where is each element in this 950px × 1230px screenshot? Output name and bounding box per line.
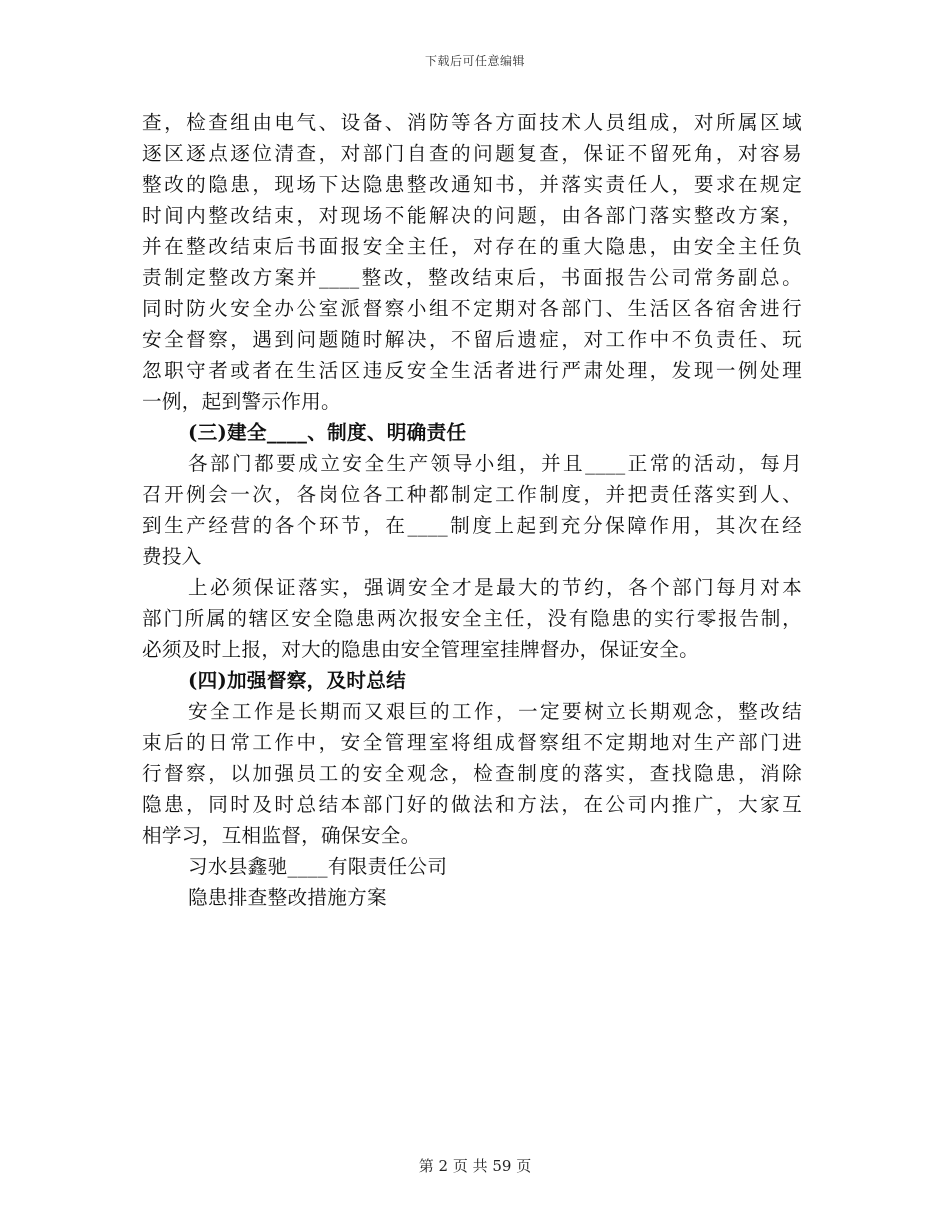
text-line: 责制定整改方案并____整改，整改结束后，书面报告公司常务副总。: [142, 266, 802, 289]
page-number: 第 2 页 共 59 页: [418, 1157, 532, 1175]
text-line: 安全工作是长期而又艰巨的工作，一定要树立长期观念，整改结: [188, 700, 802, 723]
section-heading-4: (四)加强督察，及时总结: [188, 669, 407, 692]
text-line: 费投入: [142, 545, 202, 568]
text-line: 相学习，互相监督，确保安全。: [142, 824, 421, 847]
text-line: 同时防火安全办公室派督察小组不定期对各部门、生活区各宿舍进行: [142, 297, 802, 320]
text-line: 整改的隐患，现场下达隐患整改通知书，并落实责任人，要求在规定: [142, 173, 802, 196]
text-line: 行督察，以加强员工的安全观念，检查制度的落实，查找隐患，消除: [142, 762, 802, 785]
document-title: 隐患排查整改措施方案: [188, 886, 387, 909]
text-line: 安全督察，遇到问题随时解决，不留后遗症，对工作中不负责任、玩: [142, 328, 802, 351]
document-body: [142, 107, 802, 913]
text-line: 查，检查组由电气、设备、消防等各方面技术人员组成，对所属区域: [142, 111, 802, 134]
section-heading-3: (三)建全____、制度、明确责任: [188, 421, 467, 444]
text-line: 忽职守者或者在生活区违反安全生活者进行严肃处理，发现一例处理: [142, 359, 802, 382]
text-line: 束后的日常工作中，安全管理室将组成督察组不定期地对生产部门进: [142, 731, 802, 754]
text-line: 各部门都要成立安全生产领导小组，并且____正常的活动，每月: [188, 452, 802, 475]
paragraph-inspection: [142, 107, 802, 417]
text-line: 到生产经营的各个环节，在____制度上起到充分保障作用，其次在经: [142, 514, 802, 537]
text-line: 必须及时上报，对大的隐患由安全管理室挂牌督办，保证安全。: [142, 638, 700, 661]
text-line: 上必须保证落实，强调安全才是最大的节约，各个部门每月对本: [188, 576, 802, 599]
paragraph-responsibility: [142, 448, 802, 572]
text-line: 召开例会一次，各岗位各工种都制定工作制度，并把责任落实到人、: [142, 483, 802, 506]
text-line: 逐区逐点逐位清查，对部门自查的问题复查，保证不留死角，对容易: [142, 142, 802, 165]
text-line: 隐患，同时及时总结本部门好的做法和方法，在公司内推广，大家互: [142, 793, 802, 816]
text-line: 部门所属的辖区安全隐患两次报安全主任，没有隐患的实行零报告制，: [142, 607, 802, 630]
text-line: 时间内整改结束，对现场不能解决的问题，由各部门落实整改方案，: [142, 204, 802, 227]
paragraph-supervision: [142, 696, 802, 851]
company-name: 习水县鑫驰____有限责任公司: [188, 855, 448, 878]
text-line: 并在整改结束后书面报安全主任，对存在的重大隐患，由安全主任负: [142, 235, 802, 258]
text-line: 一例，起到警示作用。: [142, 390, 341, 413]
page-header: 下载后可任意编辑: [424, 54, 525, 68]
paragraph-funding: [142, 572, 802, 665]
